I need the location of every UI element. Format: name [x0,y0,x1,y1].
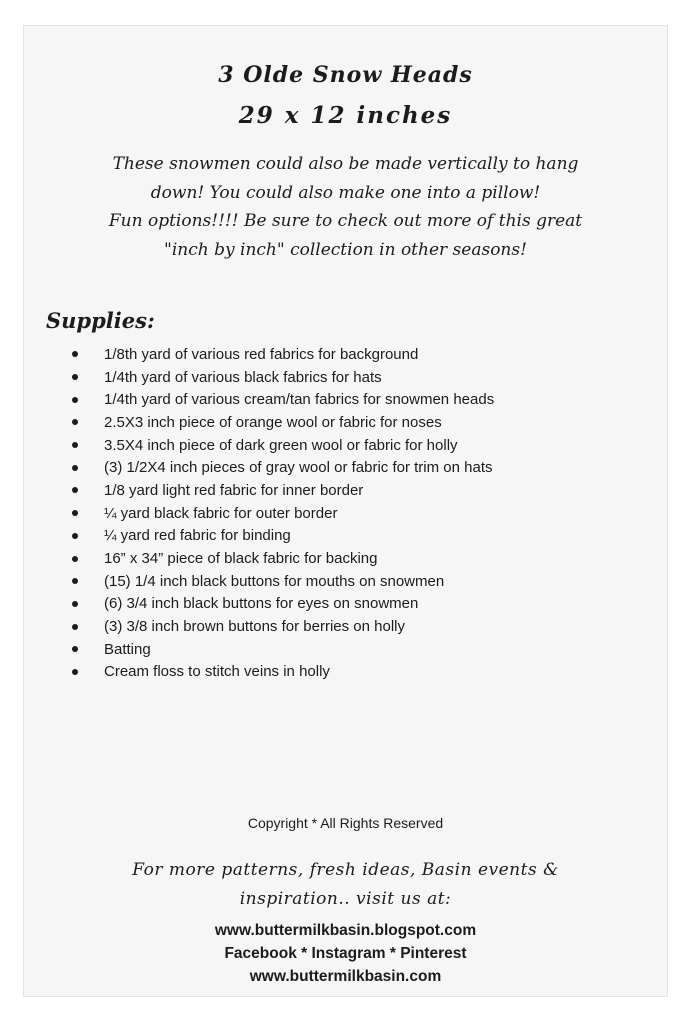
list-item [72,434,494,457]
supply-text: Batting [104,640,151,658]
bullet-icon [72,624,78,630]
list-item [72,388,494,411]
list-item [72,411,494,434]
bullet-icon [72,419,78,425]
list-item [72,525,494,548]
supply-text: (3) 1/2X4 inch pieces of gray wool or fabric for trim on hats [104,459,493,477]
social-links: Facebook * Instagram * Pinterest [224,945,467,962]
intro-line: "inch by inch" collection in other seasons! [164,239,527,260]
list-item [72,638,494,661]
intro-line: These snowmen could also be made vertically to hang [112,154,579,174]
intro-line: Fun options!!!! Be sure to check out more of this great [108,211,583,231]
more-info-line: For more patterns, fresh ideas, Basin events & [132,860,559,880]
blog-link: www.buttermilkbasin.blogspot.com [214,922,477,939]
supply-text: Cream floss to stitch veins in holly [104,663,330,681]
supply-text: 1/8th yard of various red fabrics for background [104,345,419,363]
more-info [24,856,667,914]
supply-text: (15) 1/4 inch black buttons for mouths on snowmen [104,572,445,590]
bullet-icon [72,397,78,403]
list-item [72,547,494,570]
bullet-icon [72,578,78,584]
bullet-icon [72,533,78,539]
list-item [72,570,494,593]
bullet-icon [72,374,78,380]
list-item [72,593,494,616]
contact-links [24,919,667,988]
supplies-heading: Supplies: [46,308,155,333]
bullet-icon [72,465,78,471]
supply-text: ¼ yard black fabric for outer border [104,504,338,522]
supply-text: 3.5X4 inch piece of dark green wool or fabric for holly [104,436,458,454]
list-item [72,343,494,366]
supply-text: (6) 3/4 inch black buttons for eyes on snowmen [104,595,419,613]
supply-text: 2.5X3 inch piece of orange wool or fabric for noses [104,413,442,431]
supply-text: 1/4th yard of various cream/tan fabrics for snowmen heads [104,391,495,409]
bullet-icon [72,510,78,516]
supplies-list [72,343,494,683]
list-item [72,615,494,638]
bullet-icon [72,487,78,493]
supply-text: 16” x 34” piece of black fabric for backing [104,550,378,568]
copyright-notice: Copyright * All Rights Reserved [247,815,444,831]
bullet-icon [72,646,78,652]
pattern-sheet [24,26,667,996]
intro-paragraph [44,150,647,264]
list-item [72,479,494,502]
bullet-icon [72,556,78,562]
list-item [72,456,494,479]
list-item [72,661,494,684]
list-item [72,366,494,389]
bullet-icon [72,669,78,675]
more-info-line: inspiration.. visit us at: [239,889,452,909]
website-link: www.buttermilkbasin.com [249,968,442,985]
supply-text: 1/8 yard light red fabric for inner border [104,481,364,499]
supply-text: (3) 3/8 inch brown buttons for berries on holly [104,618,405,636]
pattern-size: 29 x 12 inches [238,102,453,129]
intro-line: down! You could also make one into a pillow! [150,182,541,203]
supply-text: ¼ yard red fabric for binding [104,527,291,545]
bullet-icon [72,442,78,448]
list-item [72,502,494,525]
bullet-icon [72,351,78,357]
supply-text: 1/4th yard of various black fabrics for hats [104,368,382,386]
pattern-title: 3 Olde Snow Heads [218,62,473,88]
bullet-icon [72,601,78,607]
